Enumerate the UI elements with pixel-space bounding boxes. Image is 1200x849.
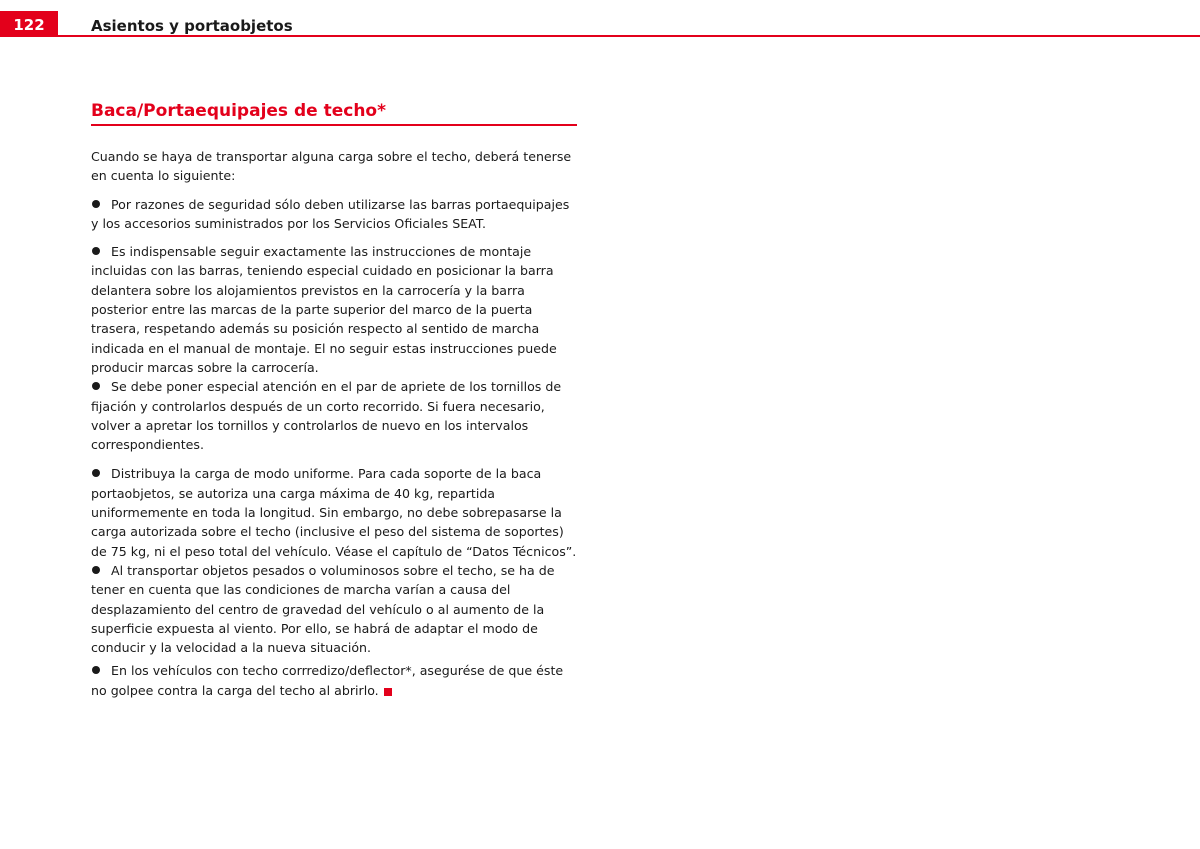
bullet-item-3 [91, 377, 577, 454]
bullet-item-6 [91, 661, 577, 700]
bullet-dot-icon [92, 566, 100, 574]
section-title-underline [91, 124, 577, 126]
bullet-text: Distribuya la carga de modo uniforme. Para cada soporte de la baca portaobjetos, se autoriza una carga máxima de 40 kg, repartida uniformemente en toda la longitud. Sin embargo, no debe sobrepasarse la carga autorizada sobre el techo (inclusive el peso del sistema de soportes) de 75 kg, ni el peso total del vehículo. Véase el capítulo de “Datos Técnicos”. [91, 466, 577, 559]
section-title: Baca/Portaequipajes de techo* [91, 101, 386, 121]
bullet-text: Por razones de seguridad sólo deben utilizarse las barras portaequipajes y los accesorios suministrados por los Servicios Oficiales SEAT. [91, 196, 570, 231]
bullet-item-5 [91, 561, 577, 657]
section-body [91, 147, 577, 700]
page-number: 122 [0, 11, 58, 37]
bullet-item-1 [91, 195, 577, 234]
bullet-item-4 [91, 464, 577, 560]
bullet-text: En los vehículos con techo corrredizo/deflector*, asegurése de que éste no golpee contra la carga del techo al abrirlo. [91, 663, 564, 698]
bullet-dot-icon [92, 247, 100, 255]
bullet-item-2 [91, 242, 577, 377]
bullet-text: Es indispensable seguir exactamente las instrucciones de montaje incluidas con las barras, teniendo especial cuidado en posicionar la barra delantera sobre los alojamientos previstos en la carrocería y la barra posterior entre las marcas de la parte superior del marco de la puerta trasera, respetando además su posición respecto al sentido de marcha indicada en el manual de montaje. El no seguir estas instrucciones puede producir marcas sobre la carrocería. [91, 244, 557, 375]
bullet-text: Se debe poner especial atención en el par de apriete de los tornillos de fijación y controlarlos después de un corto recorrido. Si fuera necesario, volver a apretar los tornillos y controlarlos de nuevo en los intervalos correspondientes. [91, 379, 562, 453]
bullet-dot-icon [92, 382, 100, 390]
header-divider [58, 35, 1200, 37]
bullet-text: Al transportar objetos pesados o voluminosos sobre el techo, se ha de tener en cuenta que las condiciones de marcha varían a causa del desplazamiento del centro de gravedad del vehículo o al aumento de la superficie expuesta al viento. Por ello, se habrá de adaptar el modo de conducir y la velocidad a la nueva situación. [91, 562, 555, 656]
intro-paragraph: Cuando se haya de transportar alguna carga sobre el techo, deberá tenerse en cuenta lo siguiente: [91, 149, 572, 184]
bullet-dot-icon [92, 666, 100, 674]
chapter-title: Asientos y portaobjetos [91, 17, 293, 35]
end-of-section-square-icon [384, 688, 392, 696]
bullet-dot-icon [92, 469, 100, 477]
bullet-dot-icon [92, 200, 100, 208]
